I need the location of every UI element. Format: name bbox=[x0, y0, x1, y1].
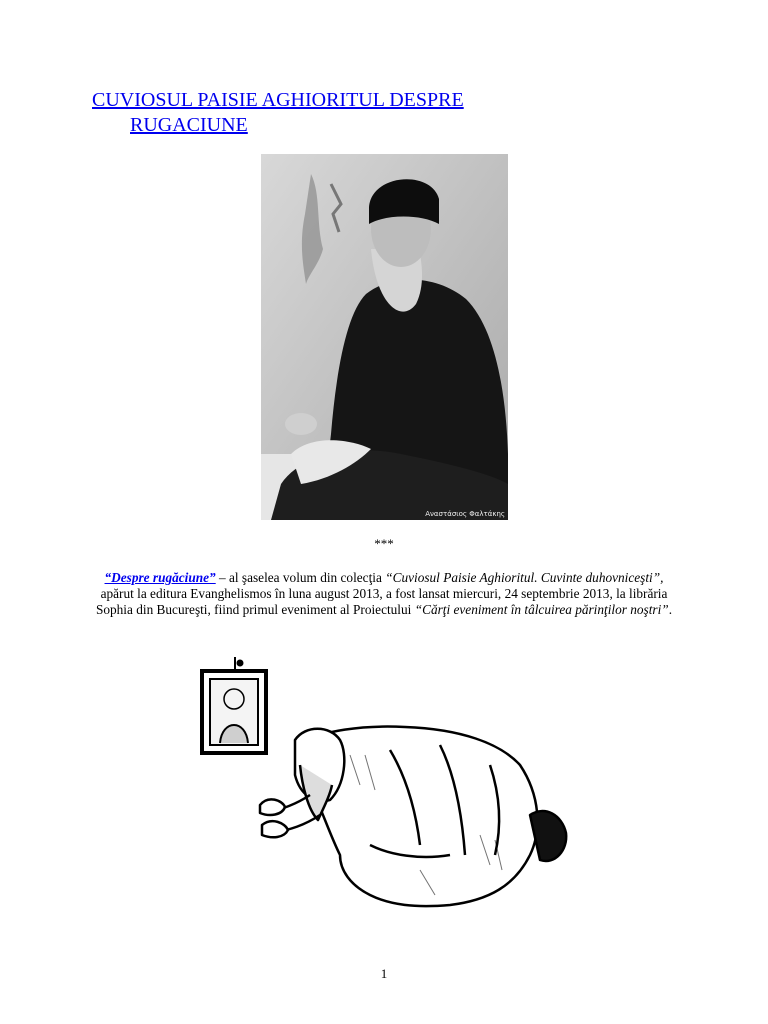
title-line-1[interactable]: CUVIOSUL PAISIE AGHIORITUL DESPRE bbox=[92, 89, 464, 111]
portrait-photo bbox=[261, 154, 508, 520]
project-name: “Cărţi eveniment în tâlcuirea părinţilor noştri” bbox=[414, 602, 669, 617]
intro-paragraph bbox=[92, 570, 676, 618]
separator: *** bbox=[374, 536, 394, 551]
paragraph-end: . bbox=[668, 602, 673, 617]
icon-frame bbox=[202, 657, 266, 753]
page-number: 1 bbox=[380, 966, 388, 981]
paragraph-text-1: – al şaselea volum din colecţia bbox=[215, 570, 386, 585]
title-line-2[interactable]: RUGACIUNE bbox=[130, 114, 248, 136]
document-title[interactable] bbox=[92, 88, 612, 138]
collection-name: “Cuviosul Paisie Aghioritul. Cuvinte duhovniceşti”, bbox=[385, 570, 664, 585]
photo-watermark: Αναστάσιος Φαλτάκης bbox=[425, 510, 505, 518]
book-link[interactable]: “Despre rugăciune” bbox=[104, 570, 216, 585]
paragraph-text-2: apărut la editura Evanghelismos în luna august 2013, a fost lansat miercuri, 24 septembrie 2013, la librăria Sophia din Bucureşti, fiind primul eveniment al Proiectului bbox=[95, 586, 668, 617]
kneeling-monk-drawing bbox=[190, 655, 580, 915]
